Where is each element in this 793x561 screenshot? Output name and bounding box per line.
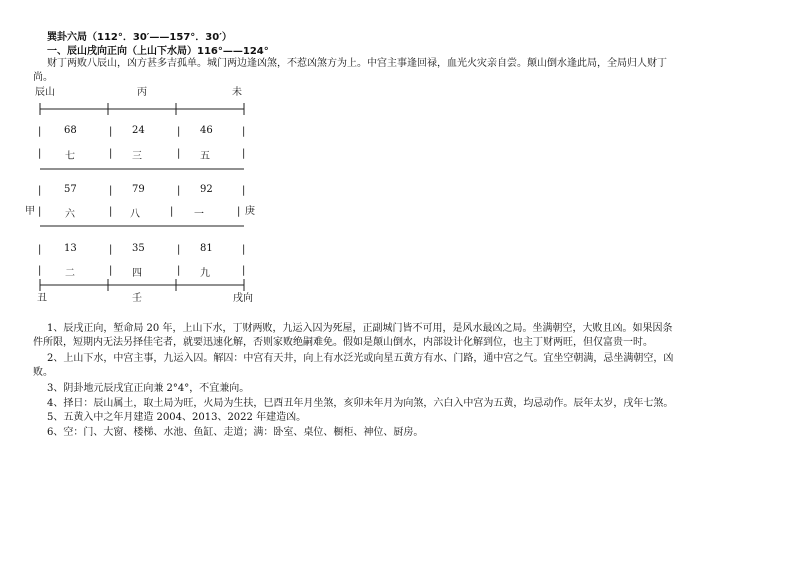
- star-pair: 81: [200, 243, 213, 254]
- cell-divider: |: [177, 265, 181, 276]
- star-pair: 92: [200, 184, 213, 195]
- cell-divider: |: [109, 126, 113, 137]
- intro-line-1: 财丁两败八辰山，凶方甚多吉孤单。城门两边逢凶煞，不惹凶煞方为上。中宫主事逢回禄，血光火灾亲自尝。颠山倒水逢此局，全局归人财丁: [47, 58, 667, 69]
- cell-divider: |: [109, 148, 113, 159]
- palace-label-bottom-left: 丑: [37, 293, 47, 304]
- note-1-line-2: 件所限，短期内无法另择佳宅者，就要迅速化解，否则家败绝嗣难免。假如是颠山倒水，内部设计化解到位，也主丁财两旺，但仅富贵一时。: [33, 337, 653, 348]
- period-star: 三: [132, 151, 142, 162]
- cell-divider: |: [242, 265, 246, 276]
- section-heading: 一、辰山戌向正向（上山下水局）116°——124°: [47, 46, 269, 57]
- cell-divider: |: [177, 126, 181, 137]
- star-pair: 35: [132, 243, 145, 254]
- period-star: 五: [200, 151, 210, 162]
- palace-label-top-right: 未: [232, 87, 242, 98]
- cell-divider: |: [177, 244, 181, 255]
- note-2-line-1: 2、上山下水，中宫主事，九运入囚。解囚：中宫有天井，向上有水泛光或向星五黄方有水、门路，通中宫之气。宜坐空朝满，忌坐满朝空，凶: [47, 353, 674, 364]
- cell-divider: |: [242, 244, 246, 255]
- palace-label-top-left: 辰山: [35, 87, 55, 98]
- cell-divider: |: [109, 185, 113, 196]
- cell-divider: |: [38, 148, 42, 159]
- cell-divider: |: [242, 126, 246, 137]
- cell-divider: |: [38, 206, 42, 217]
- palace-label-right: 庚: [245, 206, 255, 217]
- cell-divider: |: [38, 265, 42, 276]
- palace-label-top-center: 丙: [137, 87, 147, 98]
- period-star: 七: [65, 151, 75, 162]
- period-star: 四: [132, 268, 142, 279]
- intro-line-2: 尚。: [33, 72, 53, 83]
- note-5: 5、五黄入中之年月建造 2004、2013、2022 年建造凶。: [47, 412, 307, 423]
- period-star: 一: [194, 209, 204, 220]
- cell-divider: |: [38, 126, 42, 137]
- palace-label-bottom-center: 壬: [132, 293, 142, 304]
- cell-divider: |: [38, 185, 42, 196]
- note-4: 4、择日：辰山属土，取土局为旺，火局为生扶，巳酉丑年月坐煞，亥卯未年月为向煞，六白入中宫为五黄，均忌动作。辰年太岁，戌年七煞。: [47, 398, 674, 409]
- period-star: 九: [200, 268, 210, 279]
- cell-divider: |: [38, 244, 42, 255]
- cell-divider: |: [242, 148, 246, 159]
- note-2-line-2: 败。: [33, 367, 53, 378]
- star-pair: 68: [64, 125, 77, 136]
- cell-divider: |: [109, 265, 113, 276]
- cell-divider: |: [109, 206, 113, 217]
- cell-divider: |: [170, 206, 174, 217]
- cell-divider: |: [177, 185, 181, 196]
- star-pair: 46: [200, 125, 213, 136]
- cell-divider: |: [242, 185, 246, 196]
- note-6: 6、空：门、大窗、楼梯、水池、鱼缸、走道；满：卧室、桌位、橱柜、神位、厨房。: [47, 427, 424, 438]
- note-3: 3、阴卦地元辰戌宜正向兼 2°4°，不宜兼向。: [47, 383, 250, 394]
- star-pair: 24: [132, 125, 145, 136]
- star-pair: 57: [64, 184, 77, 195]
- palace-label-left: 甲: [25, 206, 35, 217]
- palace-label-bottom-right: 戌向: [233, 293, 253, 304]
- page-title: 巽卦六局（112°．30′——157°．30′）: [47, 32, 232, 43]
- period-star: 二: [65, 268, 75, 279]
- period-star: 六: [65, 209, 75, 220]
- star-pair: 13: [64, 243, 77, 254]
- note-1-line-1: 1、辰戌正向，堑命局 20 年，上山下水，丁财两败，九运入囚为死屋，正副城门皆不可用，是风水最凶之局。坐满朝空，大败且凶。如果因条: [47, 323, 673, 334]
- cell-divider: |: [109, 244, 113, 255]
- star-pair: 79: [132, 184, 145, 195]
- period-star: 八: [130, 209, 140, 220]
- cell-divider: |: [177, 148, 181, 159]
- cell-divider: |: [237, 206, 241, 217]
